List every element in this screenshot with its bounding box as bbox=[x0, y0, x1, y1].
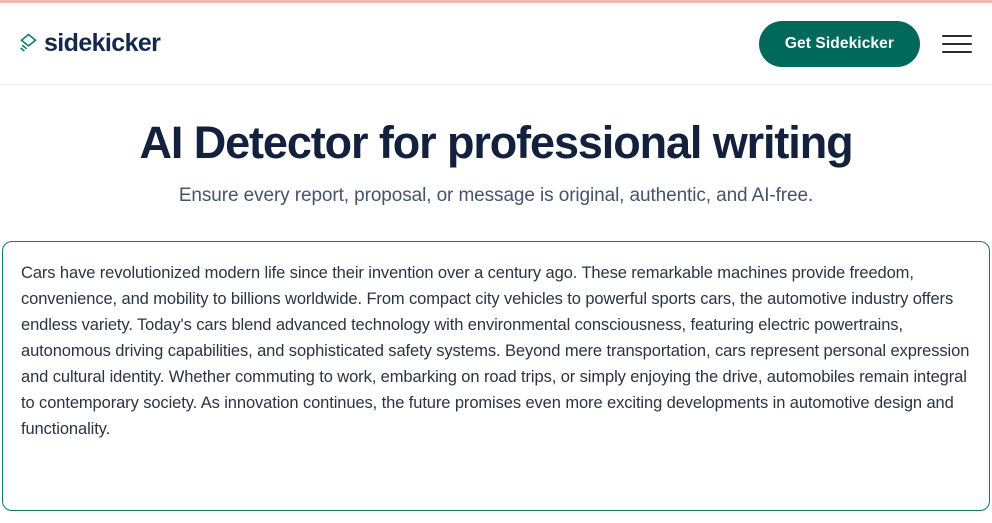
page-subtitle: Ensure every report, proposal, or message is original, authentic, and AI-free. bbox=[178, 184, 814, 206]
text-input-area[interactable] bbox=[2, 241, 990, 511]
brand-name: sidekicker bbox=[44, 29, 161, 57]
page-title: AI Detector for professional writing bbox=[139, 117, 853, 168]
sidekicker-logo-icon bbox=[18, 32, 40, 56]
editor-content[interactable]: Cars have revolutionized modern life since their invention over a century ago. These remarkable machines provide freedom, convenience, and mobility to billions worldwide. From compact city vehicles to powerful sports cars, the automotive industry offers endless variety. Today's cars blend advanced technology with environmental consciousness, featuring electric powertrains, autonomous driving capabilities, and sophisticated safety systems. Beyond mere transportation, cars represent personal expression and cultural identity. Whether commuting to work, embarking on road trips, or simply enjoying the drive, automobiles remain integral to contemporary society. As innovation continues, the future promises even more exciting developments in automotive design and functionality. bbox=[21, 263, 974, 438]
header-actions bbox=[759, 21, 972, 67]
get-sidekicker-button[interactable]: Get Sidekicker bbox=[759, 21, 920, 67]
hero-section bbox=[0, 85, 992, 207]
site-header bbox=[0, 3, 992, 85]
editor-section bbox=[0, 241, 992, 511]
hamburger-menu-icon[interactable] bbox=[942, 33, 972, 55]
brand-logo[interactable] bbox=[18, 31, 160, 56]
